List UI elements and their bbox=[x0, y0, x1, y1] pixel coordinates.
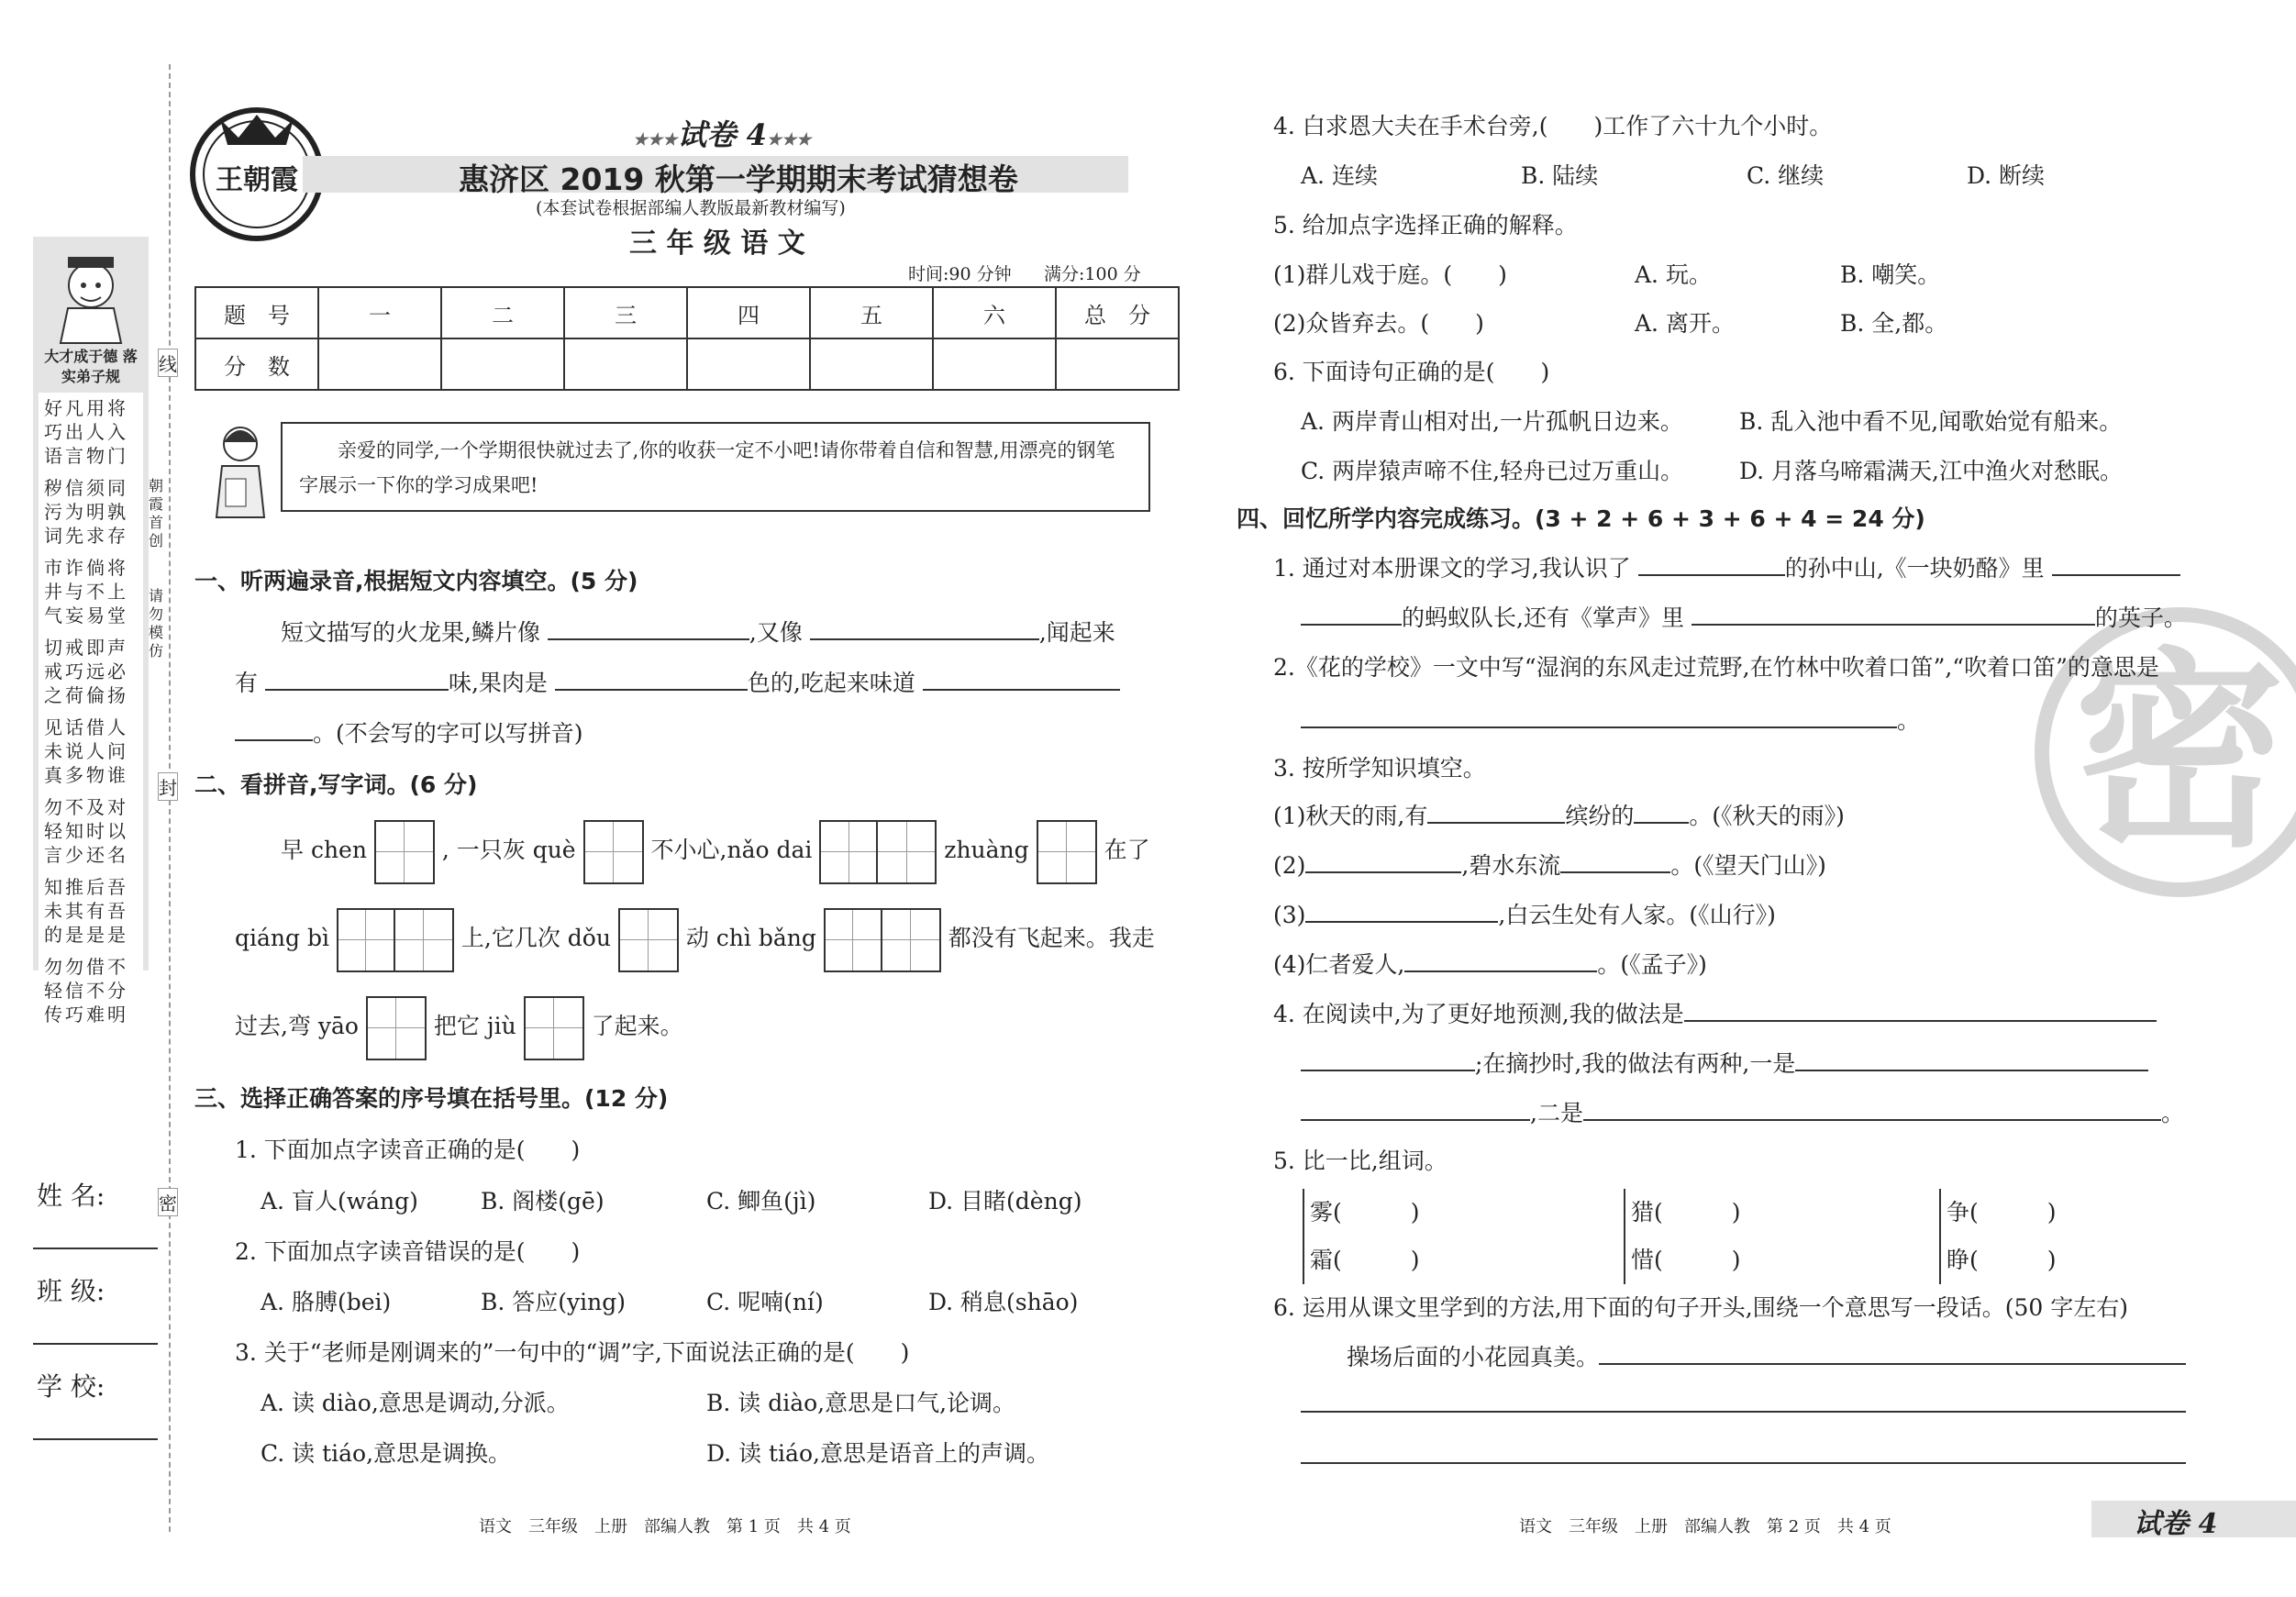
secret-stamp bbox=[2024, 596, 2296, 908]
compare-word[interactable]: 霜( ) bbox=[1310, 1247, 1420, 1273]
score-cell: 题 号 bbox=[195, 287, 318, 338]
sidebar-poem-line: 未说人问 bbox=[44, 740, 128, 762]
q1-line1 bbox=[281, 615, 1115, 648]
sidebar-poem-line: 未其有吾 bbox=[44, 900, 128, 922]
q4-i4-line3: ,二是 。 bbox=[1301, 1095, 2184, 1128]
pinyin: 了起来。 bbox=[591, 1013, 683, 1039]
q3-s6-option-c[interactable]: C. 两岸猿声啼不住,轻舟已过万重山。 bbox=[1301, 458, 1684, 484]
q1-text: ,又像 bbox=[749, 619, 803, 646]
q2-heading: 二、看拼音,写字词。(6 分) bbox=[194, 771, 478, 798]
q4-i3a bbox=[1273, 798, 1845, 831]
q1-heading: 一、听两遍录音,根据短文内容填空。(5 分) bbox=[194, 568, 638, 594]
margin-mark-xian: 线 bbox=[158, 349, 178, 377]
blank[interactable] bbox=[1301, 1046, 1475, 1071]
q2-row3 bbox=[235, 994, 683, 1059]
q3-s5b-option-b[interactable]: B. 全,都。 bbox=[1840, 310, 1948, 337]
sidebar-poem-line: 井与不上 bbox=[44, 581, 128, 603]
pinyin: 不小心,nǎo dai bbox=[650, 837, 813, 863]
blank[interactable] bbox=[810, 615, 1039, 640]
q4-text: 的蚂蚁队长,还有《掌声》里 bbox=[1402, 604, 1684, 631]
sidebar-poems bbox=[39, 393, 143, 1026]
char-box[interactable] bbox=[524, 996, 584, 1060]
name-label: 姓 名: bbox=[37, 1181, 105, 1211]
q4-i1-line1 bbox=[1273, 550, 2180, 583]
footer-tag: 试卷 4 bbox=[2134, 1508, 2218, 1540]
char-box[interactable] bbox=[583, 820, 644, 884]
sidebar-poem-line: 轻知时以 bbox=[44, 820, 128, 842]
q3-s2: 2. 下面加点字读音错误的是( ) bbox=[235, 1238, 581, 1265]
q3-s5a-option-b[interactable]: B. 嘲笑。 bbox=[1840, 261, 1941, 288]
blank[interactable] bbox=[1638, 550, 1785, 576]
q3-s6-option-d[interactable]: D. 月落乌啼霜满天,江中渔火对愁眠。 bbox=[1739, 458, 2123, 484]
logo-text: 王朝霞 bbox=[216, 164, 298, 196]
q4-i1-line2 bbox=[1301, 600, 2187, 633]
pinyin: 动 chì bǎng bbox=[685, 925, 816, 951]
score-cell: 总 分 bbox=[1056, 287, 1179, 338]
score-input[interactable] bbox=[441, 338, 564, 390]
word-group-2 bbox=[1624, 1189, 1741, 1284]
blank[interactable] bbox=[1305, 897, 1498, 923]
q4-text: ;在摘抄时,我的做法有两种,一是 bbox=[1475, 1050, 1796, 1077]
q4-i3c bbox=[1273, 897, 1776, 930]
char-box[interactable] bbox=[1037, 820, 1097, 884]
class-label: 班 级: bbox=[37, 1276, 105, 1306]
q4-i4-line2 bbox=[1301, 1046, 2148, 1079]
full-score: 满分:100 分 bbox=[1044, 264, 1141, 284]
blank[interactable] bbox=[265, 665, 449, 691]
score-table bbox=[194, 286, 1180, 391]
teacher-illustration bbox=[204, 418, 277, 519]
q4-i4-line1 bbox=[1273, 996, 2157, 1029]
margin-mark-mi: 密 bbox=[158, 1188, 178, 1216]
q4-text: 操场后面的小花园真美。 bbox=[1347, 1344, 1600, 1370]
q4-i2: 2.《花的学校》一文中写“湿润的东风走过荒野,在竹林中吹着口笛”,“吹着口笛”的意思是 bbox=[1273, 654, 2159, 681]
sidebar-poem-line: 好凡用将 bbox=[44, 397, 128, 419]
q2-row1 bbox=[281, 818, 1150, 882]
compare-word[interactable]: 猎( ) bbox=[1631, 1199, 1741, 1225]
writing-line[interactable] bbox=[1599, 1339, 2186, 1365]
blank[interactable] bbox=[1684, 996, 2157, 1022]
blank[interactable] bbox=[1301, 703, 1897, 728]
footer-left: 语文 三年级 上册 部编人教 第 1 页 共 4 页 bbox=[479, 1517, 851, 1536]
exam-subtitle: (本套试卷根据部编人教版最新教材编写) bbox=[536, 198, 846, 218]
sidebar-poem-line: 污为明孰 bbox=[44, 501, 128, 523]
score-cell: 一 bbox=[318, 287, 441, 338]
char-box[interactable] bbox=[337, 908, 454, 972]
q1-text: 味,果肉是 bbox=[448, 670, 548, 696]
score-input[interactable] bbox=[810, 338, 933, 390]
sidebar-panel bbox=[33, 237, 149, 1026]
pinyin: , 一只灰 què bbox=[441, 837, 576, 863]
grade-subject: 三 年 级 语 文 bbox=[629, 227, 805, 260]
score-row-label: 分 数 bbox=[195, 338, 318, 390]
sidebar-poem-line: 勿不及对 bbox=[44, 796, 128, 818]
q4-text: 。(《秋天的雨》) bbox=[1689, 803, 1845, 829]
blank[interactable] bbox=[1795, 1046, 2148, 1071]
compare-word[interactable]: 争( ) bbox=[1947, 1199, 2057, 1225]
writing-line[interactable] bbox=[1301, 1462, 2186, 1464]
q4-text: 。(《望天门山》) bbox=[1670, 852, 1826, 879]
q4-text: 4. 在阅读中,为了更好地预测,我的做法是 bbox=[1273, 1001, 1684, 1027]
q4-i2-answer: 。 bbox=[1301, 703, 1920, 736]
time-limit: 时间:90 分钟 bbox=[908, 264, 1012, 284]
q4-text: (1)秋天的雨,有 bbox=[1273, 803, 1428, 829]
q3-s2-option-b[interactable]: B. 答应(ying) bbox=[481, 1289, 626, 1315]
q3-s5a-option-a[interactable]: A. 玩。 bbox=[1635, 261, 1712, 288]
q3-s3-option-c[interactable]: C. 读 tiáo,意思是调换。 bbox=[261, 1440, 512, 1467]
q4-text: ,二是 bbox=[1530, 1100, 1583, 1126]
q4-text: ,碧水东流 bbox=[1461, 852, 1561, 879]
q3-s4-option-b[interactable]: B. 陆续 bbox=[1521, 162, 1599, 189]
pinyin: 都没有飞起来。我走 bbox=[948, 925, 1155, 951]
q3-s5b-option-a[interactable]: A. 离开。 bbox=[1635, 310, 1735, 337]
exam-title: 惠济区 2019 秋第一学期期末考试猜想卷 bbox=[459, 161, 1018, 197]
class-field[interactable] bbox=[33, 1343, 158, 1345]
blank[interactable] bbox=[1691, 600, 2095, 626]
score-table-score-row bbox=[195, 338, 1179, 390]
pinyin: 把它 jiù bbox=[433, 1013, 516, 1039]
sidebar-poem-line: 传巧难明 bbox=[44, 1004, 128, 1026]
sidebar-poem-line: 气妄易堂 bbox=[44, 604, 128, 627]
word-group-1 bbox=[1303, 1189, 1420, 1284]
q4-text: 1. 通过对本册课文的学习,我认识了 bbox=[1273, 555, 1631, 582]
sidebar-poem-line: 轻信不分 bbox=[44, 980, 128, 1002]
sidebar-poem-line: 见话借人 bbox=[44, 716, 128, 738]
sidebar-poem-line: 之荷倫扬 bbox=[44, 684, 128, 706]
pinyin: 上,它几次 dǒu bbox=[460, 925, 611, 951]
q3-s4-option-c[interactable]: C. 继续 bbox=[1747, 162, 1825, 189]
writing-line[interactable] bbox=[1301, 1411, 2186, 1413]
q3-s1-option-d[interactable]: D. 目睹(dèng) bbox=[928, 1188, 1082, 1214]
pinyin: 在了 bbox=[1104, 837, 1150, 863]
score-cell: 六 bbox=[933, 287, 1056, 338]
blank[interactable] bbox=[923, 665, 1120, 691]
sidebar-poem-line: 秽信须同 bbox=[44, 477, 128, 499]
pinyin: qiáng bì bbox=[235, 925, 329, 951]
q4-text: 缤纷的 bbox=[1565, 803, 1635, 829]
q2-row2 bbox=[235, 906, 1155, 970]
blank[interactable] bbox=[1301, 600, 1402, 626]
char-box[interactable] bbox=[618, 908, 679, 972]
q1-text: 有 bbox=[235, 670, 259, 696]
q3-s2-option-a[interactable]: A. 胳膊(bei) bbox=[261, 1289, 392, 1315]
score-cell: 三 bbox=[564, 287, 687, 338]
margin-mark-shouchuang: 朝霞首创 bbox=[149, 477, 164, 549]
q3-s3-option-d[interactable]: D. 读 tiáo,意思是语音上的声调。 bbox=[706, 1440, 1049, 1467]
blank[interactable] bbox=[1583, 1095, 2161, 1121]
q3-s4-option-a[interactable]: A. 连续 bbox=[1301, 162, 1378, 189]
sidebar-poem-line: 真多物谁 bbox=[44, 764, 128, 786]
score-input[interactable] bbox=[1056, 338, 1179, 390]
char-box[interactable] bbox=[366, 996, 427, 1060]
school-label: 学 校: bbox=[37, 1371, 105, 1402]
score-input[interactable] bbox=[318, 338, 441, 390]
q4-text: ,白云生处有人家。(《山行》) bbox=[1498, 902, 1776, 928]
q1-line3 bbox=[235, 715, 583, 749]
q1-text: 。(不会写的字可以写拼音) bbox=[313, 720, 583, 747]
q3-s3-option-b[interactable]: B. 读 diào,意思是口气,论调。 bbox=[706, 1390, 1016, 1416]
q4-text: 的英子。 bbox=[2094, 604, 2187, 631]
compare-word[interactable]: 雾( ) bbox=[1310, 1199, 1420, 1225]
paper-number: ★★★试卷 4★★★ bbox=[633, 117, 812, 152]
q4-i6: 6. 运用从课文里学到的方法,用下面的句子开头,围绕一个意思写一段话。(50 字左右) bbox=[1273, 1294, 2128, 1321]
q4-text: (3) bbox=[1273, 902, 1306, 928]
score-table-header-row bbox=[195, 287, 1179, 338]
q3-s2-option-d[interactable]: D. 稍息(shāo) bbox=[928, 1289, 1079, 1315]
sidebar-poem-line: 巧出人入 bbox=[44, 421, 128, 443]
q4-text: (2) bbox=[1273, 852, 1306, 879]
q3-s5a: (1)群儿戏于庭。( ) bbox=[1273, 261, 1507, 288]
score-input[interactable] bbox=[687, 338, 810, 390]
compare-word[interactable]: 睁( ) bbox=[1947, 1247, 2057, 1273]
word-group-3 bbox=[1939, 1189, 2057, 1284]
q3-s1-option-b[interactable]: B. 阁楼(gē) bbox=[481, 1188, 605, 1214]
blank[interactable] bbox=[1560, 848, 1670, 873]
blank[interactable] bbox=[548, 615, 749, 640]
score-input[interactable] bbox=[564, 338, 687, 390]
q4-i3b bbox=[1273, 848, 1826, 881]
blank[interactable] bbox=[555, 665, 748, 691]
greeting-box: 亲爱的同学,一个学期很快就过去了,你的收获一定不小吧!请你带着自信和智慧,用漂亮的钢笔字展示一下你的学习成果吧! bbox=[281, 422, 1150, 512]
q3-s1-option-a[interactable]: A. 盲人(wáng) bbox=[261, 1188, 418, 1214]
margin-mark-feng: 封 bbox=[158, 772, 178, 801]
q4-text: 的孙中山,《一块奶酪》里 bbox=[1784, 555, 2045, 582]
q4-heading: 四、回忆所学内容完成练习。(3 + 2 + 6 + 3 + 6 + 4 = 24 分) bbox=[1237, 505, 1925, 532]
score-cell: 二 bbox=[441, 287, 564, 338]
q3-s6: 6. 下面诗句正确的是( ) bbox=[1273, 359, 1550, 385]
sidebar-poem-line: 的是是是 bbox=[44, 924, 128, 946]
sidebar-poem-line: 知推后吾 bbox=[44, 876, 128, 898]
pinyin: 早 chen bbox=[281, 837, 367, 863]
blank[interactable] bbox=[1427, 798, 1565, 824]
q1-line2 bbox=[235, 665, 1120, 698]
char-box[interactable] bbox=[824, 908, 941, 972]
stars-left-icon: ★★★ bbox=[633, 130, 678, 150]
blank[interactable] bbox=[1404, 947, 1597, 972]
char-box[interactable] bbox=[819, 820, 937, 884]
stars-right-icon: ★★★ bbox=[766, 130, 812, 150]
sidebar-poem-line: 市诈倘将 bbox=[44, 557, 128, 579]
q4-i5: 5. 比一比,组词。 bbox=[1273, 1148, 1447, 1174]
blank[interactable] bbox=[1634, 798, 1689, 824]
q3-s1-option-c[interactable]: C. 鲫鱼(jì) bbox=[706, 1188, 816, 1214]
q3-heading: 三、选择正确答案的序号填在括号里。(12 分) bbox=[194, 1085, 669, 1112]
scholar-figure-icon bbox=[33, 244, 149, 345]
sidebar-poem-line: 言少还名 bbox=[44, 844, 128, 866]
blank[interactable] bbox=[235, 715, 313, 741]
sidebar-poem-line: 切戒即声 bbox=[44, 637, 128, 659]
q3-s4: 4. 白求恩大夫在手术台旁,( )工作了六十九个小时。 bbox=[1273, 113, 1833, 139]
q3-s3-option-a[interactable]: A. 读 diào,意思是调动,分派。 bbox=[261, 1390, 570, 1416]
stamp-text: 密 bbox=[2073, 631, 2286, 876]
q1-text: 色的,吃起来味道 bbox=[747, 670, 915, 696]
blank[interactable] bbox=[2052, 550, 2180, 576]
pinyin: zhuàng bbox=[944, 837, 1029, 863]
score-input[interactable] bbox=[933, 338, 1056, 390]
name-field[interactable] bbox=[33, 1248, 158, 1249]
q4-text: (4)仁者爱人, bbox=[1273, 951, 1405, 978]
q4-text: 。(《孟子》) bbox=[1597, 951, 1707, 978]
sidebar-poem-line: 勿勿借不 bbox=[44, 956, 128, 978]
blank[interactable] bbox=[1305, 848, 1461, 873]
sidebar-poem-line: 词先求存 bbox=[44, 525, 128, 547]
score-cell: 四 bbox=[687, 287, 810, 338]
q3-s6-option-b[interactable]: B. 乱入池中看不见,闻歌始觉有船来。 bbox=[1739, 408, 2123, 435]
q3-s6-option-a[interactable]: A. 两岸青山相对出,一片孤帆日边来。 bbox=[1301, 408, 1683, 435]
q4-i3: 3. 按所学知识填空。 bbox=[1273, 755, 1486, 782]
pinyin: 过去,弯 yāo bbox=[235, 1013, 359, 1039]
q3-s5b: (2)众皆弃去。( ) bbox=[1273, 310, 1484, 337]
margin-mark-mofang: 请勿模仿 bbox=[149, 587, 164, 660]
score-cell: 五 bbox=[810, 287, 933, 338]
q1-text: 短文描写的火龙果,鳞片像 bbox=[281, 619, 540, 646]
sidebar-poem-line: 语言物门 bbox=[44, 445, 128, 467]
compare-word[interactable]: 惜( ) bbox=[1631, 1247, 1741, 1273]
q4-i6-start bbox=[1347, 1339, 2186, 1372]
blank[interactable] bbox=[1301, 1095, 1530, 1121]
q4-i3d bbox=[1273, 947, 1707, 980]
q3-s3: 3. 关于“老师是刚调来的”一句中的“调”字,下面说法正确的是( ) bbox=[235, 1339, 910, 1366]
q3-s1: 1. 下面加点字读音正确的是( ) bbox=[235, 1137, 581, 1163]
q1-text: ,闻起来 bbox=[1038, 619, 1115, 646]
school-field[interactable] bbox=[33, 1438, 158, 1440]
sidebar-poem-line: 戒巧远必 bbox=[44, 660, 128, 682]
q3-s4-option-d[interactable]: D. 断续 bbox=[1967, 162, 2046, 189]
q3-s2-option-c[interactable]: C. 呢喃(ní) bbox=[706, 1289, 824, 1315]
sidebar-motto: 大才成于德 落实弟子规 bbox=[44, 348, 138, 385]
q3-s5: 5. 给加点字选择正确的解释。 bbox=[1273, 212, 1578, 238]
footer-right: 语文 三年级 上册 部编人教 第 2 页 共 4 页 bbox=[1519, 1517, 1891, 1536]
char-box[interactable] bbox=[374, 820, 435, 884]
